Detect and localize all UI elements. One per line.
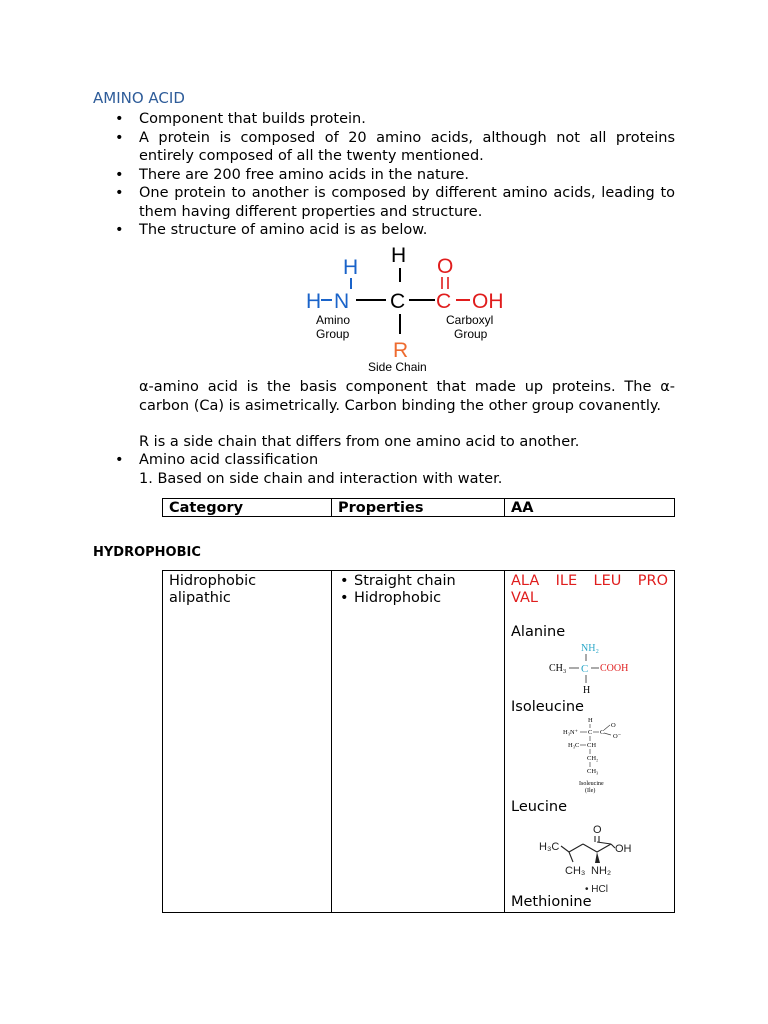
svg-text:CH: CH [587, 742, 597, 749]
svg-text:NH₂: NH₂ [591, 864, 612, 877]
svg-text:C: C [588, 729, 593, 736]
table-row [163, 571, 675, 913]
classification-table [162, 570, 675, 913]
svg-text:H: H [583, 684, 591, 696]
category-text: Hidrophobic [169, 573, 257, 589]
svg-text:OH: OH [615, 842, 632, 855]
svg-text:CH₃: CH₃ [549, 662, 567, 674]
bullet-item: • One protein to another is composed by different amino acids, leading to them having different properties and structure. [115, 184, 675, 221]
amino-group-label: Amino [316, 313, 351, 327]
svg-text:CH₃: CH₃ [587, 768, 599, 775]
amino-acid-name-methionine: Methionine [511, 893, 592, 910]
atom-c-carboxyl: C [436, 290, 452, 313]
bullet-item: • The structure of amino acid is as below. [115, 221, 675, 240]
atom-oh: OH [472, 290, 504, 313]
carboxyl-group-label: Carboxyl [446, 313, 494, 327]
svg-text:CH₃: CH₃ [565, 864, 586, 877]
alpha-amino-acid-paragraph: α-amino acid is the basis component that made up proteins. The α-carbon (Ca) is asimetrically. Carbon binding the other group covanently. [139, 379, 675, 414]
properties-cell [332, 571, 505, 913]
side-chain-paragraph: R is a side chain that differs from one amino acid to another. [139, 434, 580, 450]
svg-text:• HCl: • HCl [585, 883, 608, 894]
atom-o: O [437, 255, 454, 278]
atom-h-amino-top: H [343, 256, 359, 279]
svg-text:O: O [611, 722, 616, 729]
svg-text:O⁻: O⁻ [613, 733, 622, 740]
property-item: • Hidrophobic [338, 590, 498, 607]
amino-group-label: Group [316, 327, 350, 341]
isoleucine-structure [511, 715, 641, 799]
amino-acid-structure-diagram [300, 244, 520, 376]
header-properties: Properties [332, 499, 505, 517]
section-heading: HYDROPHOBIC [93, 545, 201, 560]
property-item: • Straight chain [338, 573, 498, 590]
header-category: Category [163, 499, 332, 517]
svg-text:H: H [588, 717, 593, 724]
amino-acid-name-leucine: Leucine [511, 799, 568, 815]
classification-bullet: • Amino acid classification [115, 451, 318, 470]
header-aa: AA [505, 499, 675, 517]
atom-r: R [393, 339, 409, 362]
svg-text:Isoleucine: Isoleucine [579, 781, 604, 787]
side-chain-label: Side Chain [368, 360, 427, 374]
atom-h-amino-left: H [306, 290, 322, 313]
section-title: AMINO ACID [93, 89, 185, 107]
svg-text:C: C [581, 662, 589, 675]
svg-text:NH₂: NH₂ [581, 642, 599, 654]
svg-text:CH₂: CH₂ [587, 755, 599, 762]
header-table [162, 498, 675, 517]
atom-c-alpha: C [390, 290, 406, 313]
carboxyl-group-label: Group [454, 327, 488, 341]
aa-cell [505, 571, 675, 913]
svg-text:O: O [593, 823, 602, 836]
category-cell [163, 571, 332, 913]
bullet-item: • A protein is composed of 20 amino acids, although not all proteins entirely composed of all the twenty mentioned. [115, 129, 675, 166]
aa-codes: ALA ILE LEU PRO [511, 573, 668, 589]
svg-text:C: C [600, 729, 605, 736]
intro-bullet-list [115, 110, 675, 240]
bullet-item: • Component that builds protein. [115, 110, 675, 129]
svg-text:COOH: COOH [600, 662, 629, 674]
aa-codes: VAL [511, 589, 538, 606]
svg-text:H₃N⁺: H₃N⁺ [563, 729, 579, 736]
svg-text:H₃C: H₃C [568, 742, 580, 749]
svg-text:(Ile): (Ile) [585, 788, 596, 794]
amino-acid-name-alanine: Alanine [511, 624, 566, 640]
atom-h-top: H [391, 244, 407, 267]
category-text: alipathic [169, 589, 231, 606]
amino-acid-name-isoleucine: Isoleucine [511, 698, 584, 715]
atom-n: N [334, 290, 350, 313]
alanine-structure [511, 641, 641, 699]
svg-text:H₃C: H₃C [539, 840, 560, 853]
leucine-structure [511, 816, 641, 894]
numbered-item: 1. Based on side chain and interaction with water. [139, 471, 503, 487]
bullet-item: • There are 200 free amino acids in the nature. [115, 166, 675, 185]
